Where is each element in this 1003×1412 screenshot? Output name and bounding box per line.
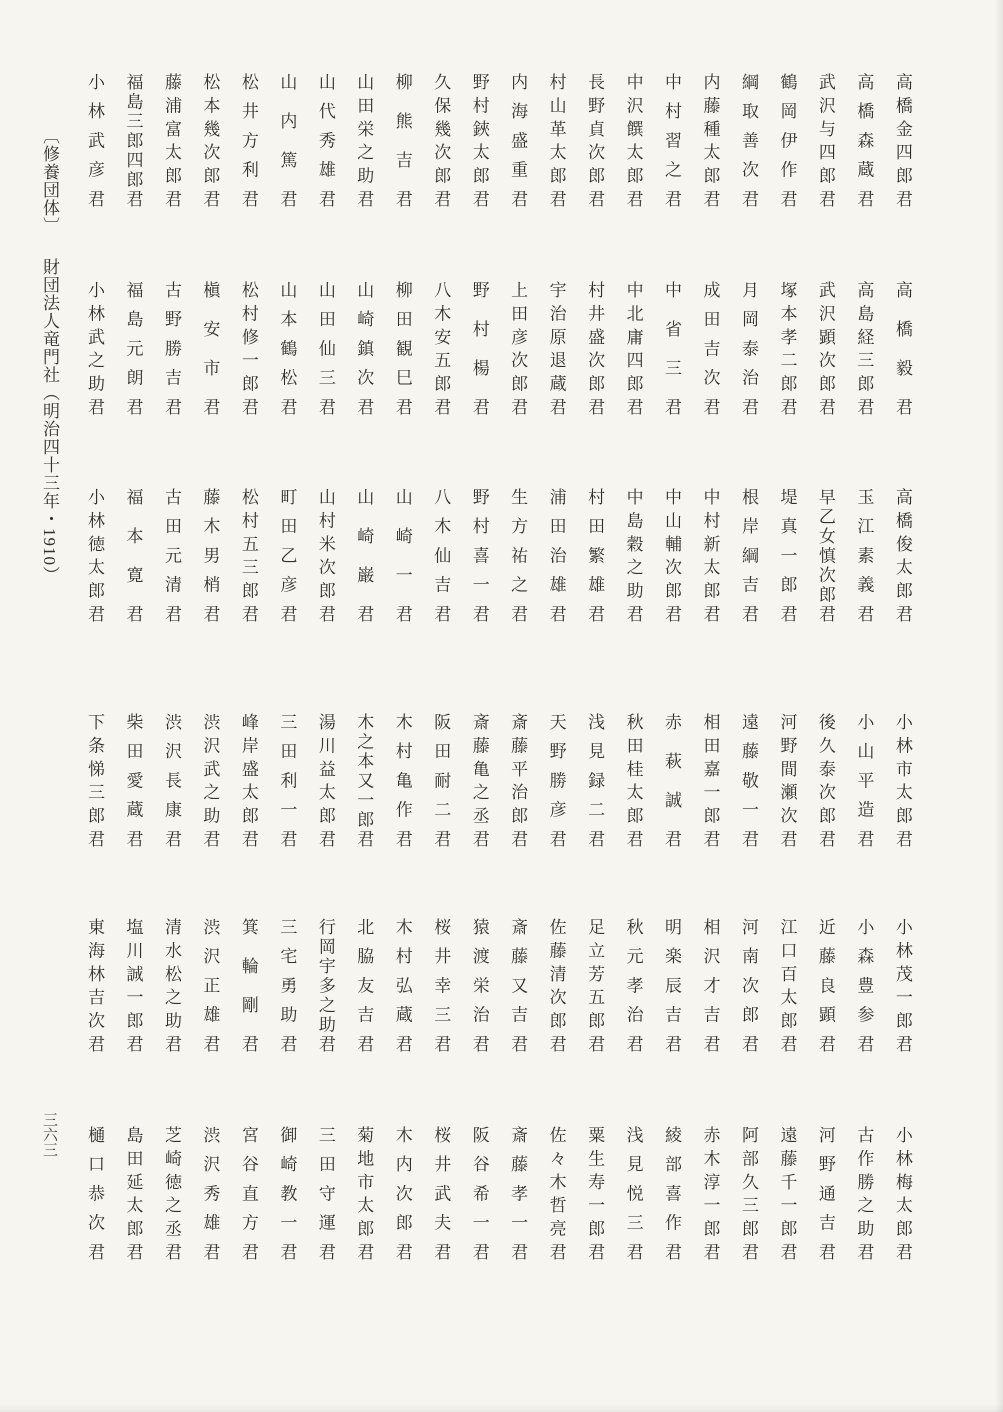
member-name: 小林茂一郎君 (892, 918, 912, 1052)
member-name: 中村習之君 (662, 73, 682, 207)
member-name: 内藤種太郎君 (700, 73, 720, 207)
member-name: 木村亀作君 (392, 713, 412, 847)
member-name: 北脇友吉君 (354, 918, 374, 1052)
member-name: 生方祐之君 (508, 488, 528, 622)
member-name: 高橋毅君 (892, 281, 912, 415)
member-name: 赤木淳一郎君 (700, 1126, 720, 1260)
member-name: 月岡泰治君 (738, 281, 758, 415)
member-name: 山代秀雄君 (315, 73, 335, 207)
member-name: 小林市太郎君 (892, 713, 912, 847)
name-group (84, 281, 912, 415)
member-name: 成田吉次君 (700, 281, 720, 415)
member-name: 阿部久三郎君 (738, 1126, 758, 1260)
member-name: 古田元清君 (161, 488, 181, 622)
member-name: 三田守運君 (315, 1126, 335, 1260)
member-name: 小山平造君 (854, 713, 874, 847)
member-name: 行岡宇多之助君 (315, 918, 335, 1052)
name-group (84, 1126, 912, 1260)
page-number: 三六三 (41, 1112, 57, 1157)
member-name: 中北庸四郎君 (623, 281, 643, 415)
member-name: 野村鋏太郎君 (469, 73, 489, 207)
member-name: 箕輪剛君 (238, 918, 258, 1052)
member-name: 近藤良顕君 (815, 918, 835, 1052)
member-name: 内海盛重君 (508, 73, 528, 207)
member-name: 佐々木哲亮君 (546, 1126, 566, 1260)
member-name: 山内篤君 (277, 73, 297, 207)
member-name: 相田嘉一郎君 (700, 713, 720, 847)
member-name: 下条悌三郎君 (85, 713, 104, 847)
member-name: 高橋森蔵君 (854, 73, 874, 207)
member-name: 阪谷希一君 (469, 1126, 489, 1260)
member-name: 渋沢秀雄君 (200, 1126, 220, 1260)
member-name: 古野勝吉君 (161, 281, 181, 415)
member-name: 高島経三郎君 (854, 281, 874, 415)
member-name: 八木仙吉君 (431, 488, 451, 622)
member-name: 長野貞次郎君 (585, 73, 605, 207)
member-name: 赤萩誠君 (662, 713, 682, 847)
member-name: 福島三郎四郎君 (123, 73, 143, 207)
member-name: 藤浦富太郎君 (161, 73, 181, 207)
member-name: 島田延太郎君 (123, 1126, 143, 1260)
member-name: 清水松之助君 (161, 918, 181, 1052)
member-name: 山崎一君 (392, 488, 412, 622)
member-name: 中島穀之助君 (623, 488, 643, 622)
member-name: 柳田観巳君 (392, 281, 412, 415)
member-name: 小森豊参君 (854, 918, 874, 1052)
member-name: 三田利一君 (277, 713, 297, 847)
member-name: 鶴岡伊作君 (777, 73, 797, 207)
member-name: 小林徳太郎君 (85, 488, 104, 622)
member-name: 山村米次郎君 (315, 488, 335, 622)
member-name: 渋沢武之助君 (200, 713, 220, 847)
member-name: 浦田治雄君 (546, 488, 566, 622)
member-name: 山崎鎮次君 (354, 281, 374, 415)
member-name: 高橋俊太郎君 (892, 488, 912, 622)
member-name: 斎藤平治郎君 (508, 713, 528, 847)
member-name: 松村修一郎君 (238, 281, 258, 415)
member-name: 阪田耐二君 (431, 713, 451, 847)
member-name: 古作勝之助君 (854, 1126, 874, 1260)
member-name: 渋沢正雄君 (200, 918, 220, 1052)
member-name: 三宅勇助君 (277, 918, 297, 1052)
member-name: 玉江素義君 (854, 488, 874, 622)
member-name: 槇安市君 (200, 281, 220, 415)
member-name: 明楽辰吉君 (662, 918, 682, 1052)
member-name: 松本幾次郎君 (200, 73, 220, 207)
name-group (84, 488, 912, 622)
member-name: 山田仙三君 (315, 281, 335, 415)
member-name: 斎藤孝一君 (508, 1126, 528, 1260)
member-name: 中山輔次郎君 (662, 488, 682, 622)
member-name: 足立芳五郎君 (585, 918, 605, 1052)
member-name: 峰岸盛太郎君 (238, 713, 258, 847)
scan-edge-right (995, 0, 1003, 1412)
member-name: 塩川誠一郎君 (123, 918, 143, 1052)
name-group (84, 918, 912, 1052)
name-group (84, 713, 912, 847)
member-name: 村田繁雄君 (585, 488, 605, 622)
member-name: 秋田桂太郎君 (623, 713, 643, 847)
member-name: 河南次郎君 (738, 918, 758, 1052)
member-name: 早乙女慎次郎君 (815, 488, 835, 622)
member-name: 桜井幸三君 (431, 918, 451, 1052)
member-name: 綾部喜作君 (662, 1126, 682, 1260)
member-name: 堤真一郎君 (777, 488, 797, 622)
member-name: 樋口恭次君 (85, 1126, 104, 1260)
member-name: 木之本又一郎君 (354, 713, 374, 847)
member-name: 山本鶴松君 (277, 281, 297, 415)
member-name: 藤木男梢君 (200, 488, 220, 622)
member-name: 宇治原退蔵君 (546, 281, 566, 415)
member-name: 東海林吉次君 (85, 918, 104, 1052)
member-name: 河野通吉君 (815, 1126, 835, 1260)
member-name: 斎藤又吉君 (508, 918, 528, 1052)
member-name: 久保幾次郎君 (431, 73, 451, 207)
member-name: 村井盛次郎君 (585, 281, 605, 415)
member-name: 松井方利君 (238, 73, 258, 207)
member-name: 菊地市太郎君 (354, 1126, 374, 1260)
member-name: 町田乙彦君 (277, 488, 297, 622)
member-name: 小林武彦君 (85, 73, 104, 207)
member-name: 福本寛君 (123, 488, 143, 622)
member-name: 斎藤亀之丞君 (469, 713, 489, 847)
member-name: 佐藤清次郎君 (546, 918, 566, 1052)
member-name: 桜井武夫君 (431, 1126, 451, 1260)
member-name: 後久泰次郎君 (815, 713, 835, 847)
name-group (84, 73, 912, 207)
document-title: 財団法人竜門社（明治四十三年・1910） (40, 258, 59, 584)
member-name: 小林武之助君 (85, 281, 104, 415)
member-name: 野村楊君 (469, 281, 489, 415)
member-name: 山田栄之助君 (354, 73, 374, 207)
member-name: 柴田愛蔵君 (123, 713, 143, 847)
member-name: 天野勝彦君 (546, 713, 566, 847)
member-name: 江口百太郎君 (777, 918, 797, 1052)
member-name: 浅見録二君 (585, 713, 605, 847)
member-name: 柳熊吉君 (392, 73, 412, 207)
scan-edge-bottom (0, 1404, 1003, 1412)
member-name: 福島元朗君 (123, 281, 143, 415)
member-name: 遠藤敬一君 (738, 713, 758, 847)
member-name: 相沢才吉君 (700, 918, 720, 1052)
member-name: 小林梅太郎君 (892, 1126, 912, 1260)
member-name: 芝崎徳之丞君 (161, 1126, 181, 1260)
member-name: 秋元孝治君 (623, 918, 643, 1052)
member-name: 遠藤千一郎君 (777, 1126, 797, 1260)
member-name: 根岸綱吉君 (738, 488, 758, 622)
member-name: 八木安五郎君 (431, 281, 451, 415)
member-name: 宮谷直方君 (238, 1126, 258, 1260)
member-name: 野村喜一君 (469, 488, 489, 622)
member-name: 武沢顕次郎君 (815, 281, 835, 415)
member-name: 木村弘蔵君 (392, 918, 412, 1052)
member-name: 木内次郎君 (392, 1126, 412, 1260)
member-name: 上田彦次郎君 (508, 281, 528, 415)
member-name: 松村五三郎君 (238, 488, 258, 622)
member-name: 中省三君 (662, 281, 682, 415)
member-name: 綱取善次君 (738, 73, 758, 207)
member-name: 河野間瀬次君 (777, 713, 797, 847)
member-name: 猿渡栄治君 (469, 918, 489, 1052)
member-name: 山崎巌君 (354, 488, 374, 622)
member-name: 粟生寿一郎君 (585, 1126, 605, 1260)
member-name: 中沢饌太郎君 (623, 73, 643, 207)
member-name: 武沢与四郎君 (815, 73, 835, 207)
member-name: 御崎教一君 (277, 1126, 297, 1260)
section-label: 〔修養団体〕 (40, 127, 59, 235)
member-name: 湯川益太郎君 (315, 713, 335, 847)
member-name: 中村新太郎君 (700, 488, 720, 622)
member-name: 高橋金四郎君 (892, 73, 912, 207)
member-name: 塚本孝二郎君 (777, 281, 797, 415)
member-name: 浅見悦三君 (623, 1126, 643, 1260)
member-name: 渋沢長康君 (161, 713, 181, 847)
member-name: 村山革太郎君 (546, 73, 566, 207)
